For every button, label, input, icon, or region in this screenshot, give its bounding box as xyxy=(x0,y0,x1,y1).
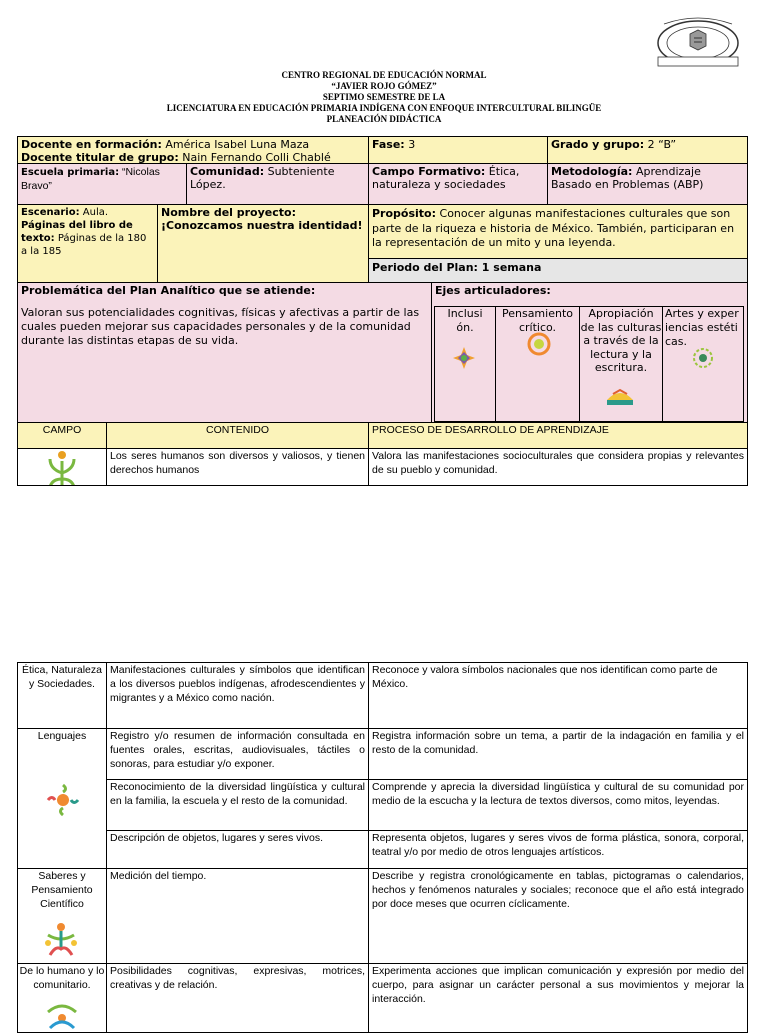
paginas-label: Páginas del libro de texto: xyxy=(21,220,133,244)
fase-cell xyxy=(368,136,548,164)
proceso-saberes-text: Describe y registra cronológicamente en tablas, pictogramas o calendarios, hechos y fenómenos naturales y sociales; reconoce que el año está integrado por doce meses que ocurren cíclicamente. xyxy=(372,870,744,910)
header-campo-label: CAMPO xyxy=(42,424,82,436)
eje-inclusion-label: Inclusión. xyxy=(447,307,483,334)
campo-formativo-value: Ética, naturaleza y sociedades xyxy=(372,165,520,191)
languages-icon xyxy=(44,781,82,819)
header-contenido-label: CONTENIDO xyxy=(206,424,269,436)
problematica-value: Valoran sus potencialidades cognitivas, físicas y afectivas a partir de las cuales pueden mejorar sus capacidades personales y de la comunidad durante las distintas etapas de su vida. xyxy=(21,306,420,347)
grado-label: Grado y grupo: xyxy=(551,138,645,151)
contenido-humano-text: Posibilidades cognitivas, expresivas, motrices, creativas y de relación. xyxy=(110,965,365,991)
table1-proceso-text: Valora las manifestaciones socioculturales que considera propias y relevantes de su pueblo y comunidad. xyxy=(372,450,744,476)
paginas-value: Páginas de la 180 a la 185 xyxy=(21,233,147,257)
campo-humano-label: De lo humano y lo comunitario. xyxy=(19,965,105,991)
table1-header-campo xyxy=(17,422,107,449)
campo-lenguajes-label: Lenguajes xyxy=(37,730,87,742)
table2-contenido-humano xyxy=(106,963,369,1033)
fase-label: Fase: xyxy=(372,138,405,151)
table2-contenido-lenguajes-3 xyxy=(106,830,369,869)
eje-apropiacion-label: Apropiación de las culturas a través de la lectura y la escritura. xyxy=(580,307,662,374)
table2-proceso-etica xyxy=(368,662,748,729)
metodologia-cell xyxy=(547,163,748,205)
table1-row-proceso xyxy=(368,448,748,486)
campo-etica-label: Ética, Naturaleza y Sociedades. xyxy=(22,664,102,690)
campo-formativo-label: Campo Formativo: xyxy=(372,165,486,178)
table2-contenido-etica xyxy=(106,662,369,729)
campo-formativo-cell xyxy=(368,163,548,205)
eje-pensamiento-label: Pensamiento crítico. xyxy=(501,307,573,334)
escenario-cell xyxy=(17,204,158,283)
proceso-etica-text: Reconoce y valora símbolos nacionales que nos identifican como parte de México. xyxy=(372,664,718,690)
table2-contenido-lenguajes-1 xyxy=(106,728,369,780)
contenido-lenguajes-1-text: Registro y/o resumen de información consultada en fuentes orales, escritas, audiovisuales, táctiles o sonoras, para estudiar y/o exponer. xyxy=(110,730,365,770)
grado-value: 2 “B” xyxy=(644,138,677,151)
header-line: “JAVIER ROJO GÓMEZ” xyxy=(331,81,437,91)
table2-campo-humano xyxy=(17,963,107,1033)
eje-artes-label: Artes y experiencias estéticas. xyxy=(665,307,739,348)
periodo-cell xyxy=(368,258,748,283)
fase-value: 3 xyxy=(404,138,416,151)
metodologia-label: Metodología: xyxy=(551,165,633,178)
table2-proceso-lenguajes-1 xyxy=(368,728,748,780)
ejes-label: Ejes articuladores: xyxy=(435,284,551,297)
contenido-saberes-text: Medición del tiempo. xyxy=(110,870,207,882)
docente-formacion-label: Docente en formación: xyxy=(21,138,162,151)
periodo-value: Periodo del Plan: 1 semana xyxy=(372,261,542,274)
table2-campo-etica xyxy=(17,662,107,729)
proposito-cell xyxy=(368,204,748,259)
comunidad-cell xyxy=(186,163,369,205)
table2-campo-lenguajes xyxy=(17,728,107,869)
eje-pensamiento xyxy=(495,306,580,422)
table1-row-campo xyxy=(17,448,107,486)
arts-icon xyxy=(692,347,714,369)
escuela-label: Escuela primaria: xyxy=(21,167,120,178)
contenido-lenguajes-3-text: Descripción de objetos, lugares y seres vivos. xyxy=(110,832,324,844)
proyecto-cell xyxy=(157,204,369,283)
school-seal-icon xyxy=(650,12,746,70)
metodologia-value: Aprendizaje Basado en Problemas (ABP) xyxy=(551,165,704,191)
inclusion-icon xyxy=(452,346,476,370)
table1-row-contenido xyxy=(106,448,369,486)
escuela-value: “Nicolas Bravo” xyxy=(21,166,160,192)
table2-proceso-lenguajes-2 xyxy=(368,779,748,831)
docentes-cell xyxy=(17,136,369,164)
reading-culture-icon xyxy=(605,386,635,408)
proposito-label: Propósito: xyxy=(372,207,437,220)
table2-proceso-lenguajes-3 xyxy=(368,830,748,869)
table1-header-proceso xyxy=(368,422,748,449)
escenario-value: Aula. xyxy=(79,207,109,218)
table2-campo-saberes xyxy=(17,868,107,964)
docente-formacion-value: América Isabel Luna Maza xyxy=(161,138,310,151)
header-line: LICENCIATURA EN EDUCACIÓN PRIMARIA INDÍGENA CON ENFOQUE INTERCULTURAL BILINGÜE xyxy=(166,103,602,113)
contenido-lenguajes-2-text: Reconocimiento de la diversidad lingüística y cultural en la familia, la escuela y el resto de la comunidad. xyxy=(110,781,365,807)
header-line: PLANEACIÓN DIDÁCTICA xyxy=(326,114,442,124)
header-proceso-label: PROCESO DE DESARROLLO DE APRENDIZAJE xyxy=(372,424,609,436)
proceso-lenguajes-1-text: Registra información sobre un tema, a partir de la indagación en familia y el resto de la comunidad. xyxy=(372,730,744,756)
critical-thinking-icon xyxy=(527,332,551,356)
contenido-etica-text: Manifestaciones culturales y símbolos que identifican a los diversos pueblos indígenas, afrodescendientes y migrantes y a México como nación. xyxy=(110,664,365,704)
table2-contenido-lenguajes-2 xyxy=(106,779,369,831)
header-line: CENTRO REGIONAL DE EDUCACIÓN NORMAL xyxy=(281,70,487,80)
table1-header-contenido xyxy=(106,422,369,449)
science-icon xyxy=(42,921,80,959)
proceso-humano-text: Experimenta acciones que implican comunicación y expresión por medio del cuerpo, para asignar un carácter personal a sus movimientos y mejorar la interacción. xyxy=(372,965,744,1005)
problematica-label: Problemática del Plan Analítico que se atiende: xyxy=(21,284,316,297)
comunidad-label: Comunidad: xyxy=(190,165,265,178)
escenario-label: Escenario: xyxy=(21,207,80,218)
document-header xyxy=(0,70,768,125)
table2-proceso-saberes xyxy=(368,868,748,964)
header-line: SEPTIMO SEMESTRE DE LA xyxy=(322,92,446,102)
docente-titular-label: Docente titular de grupo: xyxy=(21,151,179,164)
docente-titular-value: Nain Fernando Colli Chablé xyxy=(178,151,331,164)
problematica-cell xyxy=(17,282,432,423)
table2-proceso-humano xyxy=(368,963,748,1033)
campo-saberes-label: Saberes y Pensamiento Científico xyxy=(31,870,93,910)
ethics-nature-icon xyxy=(46,449,78,486)
escuela-cell xyxy=(17,163,187,205)
proyecto-label: Nombre del proyecto: xyxy=(161,206,296,219)
table1-contenido-text: Los seres humanos son diversos y valiosos, y tienen derechos humanos xyxy=(110,450,365,476)
grado-cell xyxy=(547,136,748,164)
proceso-lenguajes-2-text: Comprende y aprecia la diversidad lingüística y cultural de su comunidad por medio de la escucha y la lectura de textos diversos, como mitos, leyendas. xyxy=(372,781,744,807)
proceso-lenguajes-3-text: Representa objetos, lugares y seres vivos de forma plástica, sonora, corporal, teatral y/o por medio de otros lenguajes artísticos. xyxy=(372,832,744,858)
proyecto-value: ¡Conozcamos nuestra identidad! xyxy=(161,219,363,232)
table2-contenido-saberes xyxy=(106,868,369,964)
human-community-icon xyxy=(44,1002,80,1032)
proposito-value: Conocer algunas manifestaciones culturales que son parte de la riqueza e historia de México. También, participaran en la representación de un mito y una leyenda. xyxy=(372,207,735,249)
comunidad-value: Subteniente López. xyxy=(190,165,335,191)
